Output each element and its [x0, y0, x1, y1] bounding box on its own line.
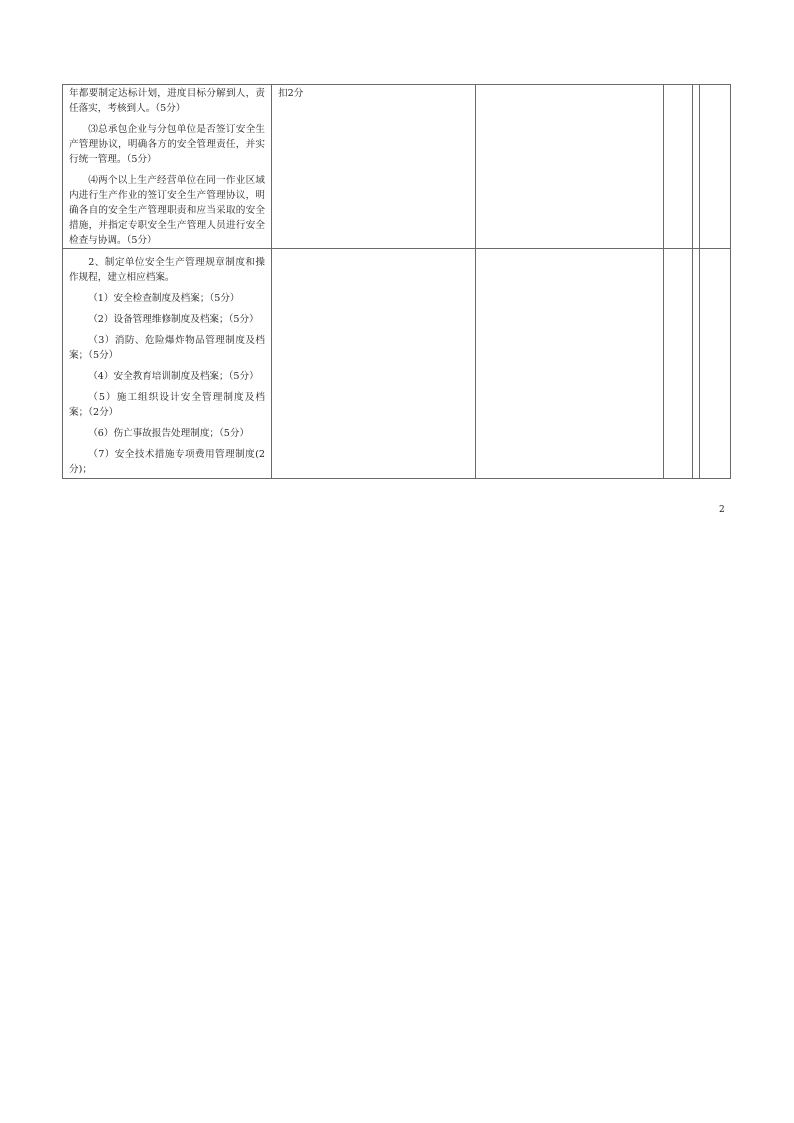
- criteria-cell: [63, 249, 272, 479]
- empty-cell: [700, 249, 731, 479]
- table-row: [63, 85, 731, 249]
- empty-cell: [664, 85, 693, 249]
- deduction-cell: [272, 85, 476, 249]
- deduction-cell: [272, 249, 476, 479]
- criteria-text: ⑷两个以上生产经营单位在同一作业区域内进行生产作业的签订安全生产管理协议，明确各自的安全生产管理职责和应当采取的安全措施，并指定专职安全生产管理人员进行安全检查与协调。（5分）: [69, 175, 265, 246]
- empty-cell: [693, 85, 700, 249]
- table-row: [63, 249, 731, 479]
- criteria-text: （1）安全检查制度及档案；（5分）: [88, 293, 240, 304]
- criteria-text: （4）安全教育培训制度及档案；（5分）: [88, 371, 259, 382]
- empty-cell: [664, 249, 693, 479]
- criteria-text: 2、制定单位安全生产管理规章制度和操作规程，建立相应档案。: [69, 257, 265, 283]
- criteria-text: （7）安全技术措施专项费用管理制度(2分)；: [69, 449, 265, 475]
- empty-cell: [700, 85, 731, 249]
- criteria-text: （5）施工组织设计安全管理制度及档案；（2分）: [69, 392, 265, 418]
- criteria-text: （3）消防、危险爆炸物品管理制度及档案；（5分）: [69, 335, 265, 361]
- criteria-text: 年都要制定达标计划，进度目标分解到人，责任落实，考核到人。（5分）: [69, 88, 265, 114]
- empty-cell: [476, 249, 664, 479]
- criteria-text: （2）设备管理维修制度及档案；（5分）: [88, 314, 259, 325]
- criteria-cell: [63, 85, 272, 249]
- empty-cell: [476, 85, 664, 249]
- page-number: 2: [719, 505, 725, 515]
- deduction-text: 扣2分: [278, 88, 304, 99]
- criteria-text: （6）伤亡事故报告处理制度；（5分）: [88, 428, 250, 439]
- assessment-table: [62, 84, 731, 479]
- deduction-text: [272, 249, 475, 250]
- empty-cell: [693, 249, 700, 479]
- criteria-text: ⑶总承包企业与分包单位是否签订安全生产管理协议，明确各方的安全管理责任，并实行统一管理。（5分）: [69, 124, 265, 165]
